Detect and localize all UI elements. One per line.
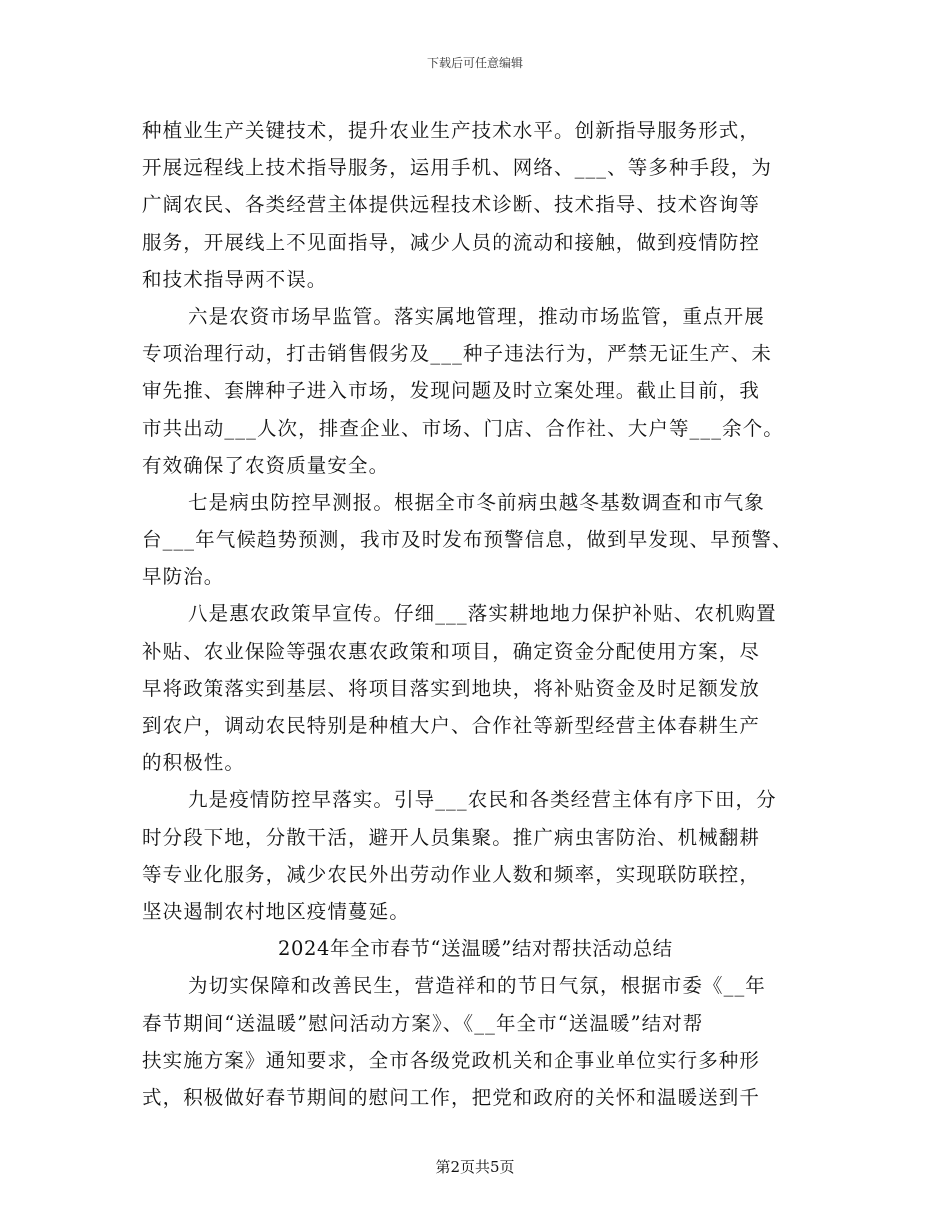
text-line: 九是疫情防控早落实。引导___农民和各类经营主体有序下田，分 (188, 788, 777, 812)
text-line: 服务，开展线上不见面指导，减少人员的流动和接触，做到疫情防控 (142, 230, 761, 254)
text-line: 补贴、农业保险等强农惠农政策和项目，确定资金分配使用方案，尽 (142, 639, 761, 663)
text-line: 专项治理行动，打击销售假劣及___种子违法行为，严禁无证生产、未 (142, 342, 772, 366)
text-line: 市共出动___人次，排查企业、市场、门店、合作社、大户等___余个。 (142, 416, 784, 440)
text-line: 时分段下地，分散干活，避开人员集聚。推广病虫害防治、机械翻耕 (142, 825, 761, 849)
text-line: 为切实保障和改善民生，营造祥和的节日气氛，根据市委《__年 (188, 974, 766, 998)
text-line: 坚决遏制农村地区疫情蔓延。 (142, 899, 410, 923)
text-line: 八是惠农政策早宣传。仔细___落实耕地地力保护补贴、农机购置 (188, 602, 777, 626)
text-line: 等专业化服务，减少农民外出劳动作业人数和频率，实现联防联控， (142, 862, 761, 886)
text-line: 春节期间“送温暖”慰问活动方案》、《__年全市“送温暖”结对帮 (142, 1011, 704, 1035)
text-line: 式，积极做好春节期间的慰问工作，把党和政府的关怀和温暖送到千 (142, 1085, 761, 1109)
text-line: 六是农资市场早监管。落实属地管理，推动市场监管，重点开展 (188, 304, 765, 328)
text-line: 审先推、套牌种子进入市场，发现问题及时立案处理。截止目前，我 (142, 379, 761, 403)
header-note: 下载后可任意编辑 (426, 56, 523, 70)
text-line: 七是病虫防控早测报。根据全市冬前病虫越冬基数调查和市气象 (188, 490, 765, 514)
text-line: 台___年气候趋势预测，我市及时发布预警信息，做到早发现、早预警、 (142, 528, 793, 552)
text-line: 广阔农民、各类经营主体提供远程技术诊断、技术指导、技术咨询等 (142, 193, 761, 217)
text-line: 到农户，调动农民特别是种植大户、合作社等新型经营主体春耕生产 (142, 714, 761, 737)
text-line: 种植业生产关键技术，提升农业生产技术水平。创新指导服务形式， (142, 119, 761, 142)
page-number: 第2页共5页 (435, 1158, 515, 1176)
text-line: 扶实施方案》通知要求，全市各级党政机关和企事业单位实行多种形 (142, 1048, 761, 1072)
text-line: 早将政策落实到基层、将项目落实到地块，将补贴资金及时足额发放 (142, 676, 761, 700)
document-body (142, 112, 832, 1116)
text-line: 和技术指导两不误。 (142, 267, 328, 291)
text-line: 的积极性。 (142, 751, 246, 775)
text-line: 开展远程线上技术指导服务，运用手机、网络、___、等多种手段，为 (142, 156, 772, 180)
text-line: 有效确保了农资质量安全。 (142, 453, 390, 477)
text-line: 早防治。 (142, 565, 225, 589)
body-paragraphs (142, 112, 832, 930)
section-title: 2024年全市春节“送温暖”结对帮扶活动总结 (278, 937, 673, 961)
body-paragraphs-2 (142, 967, 832, 1116)
